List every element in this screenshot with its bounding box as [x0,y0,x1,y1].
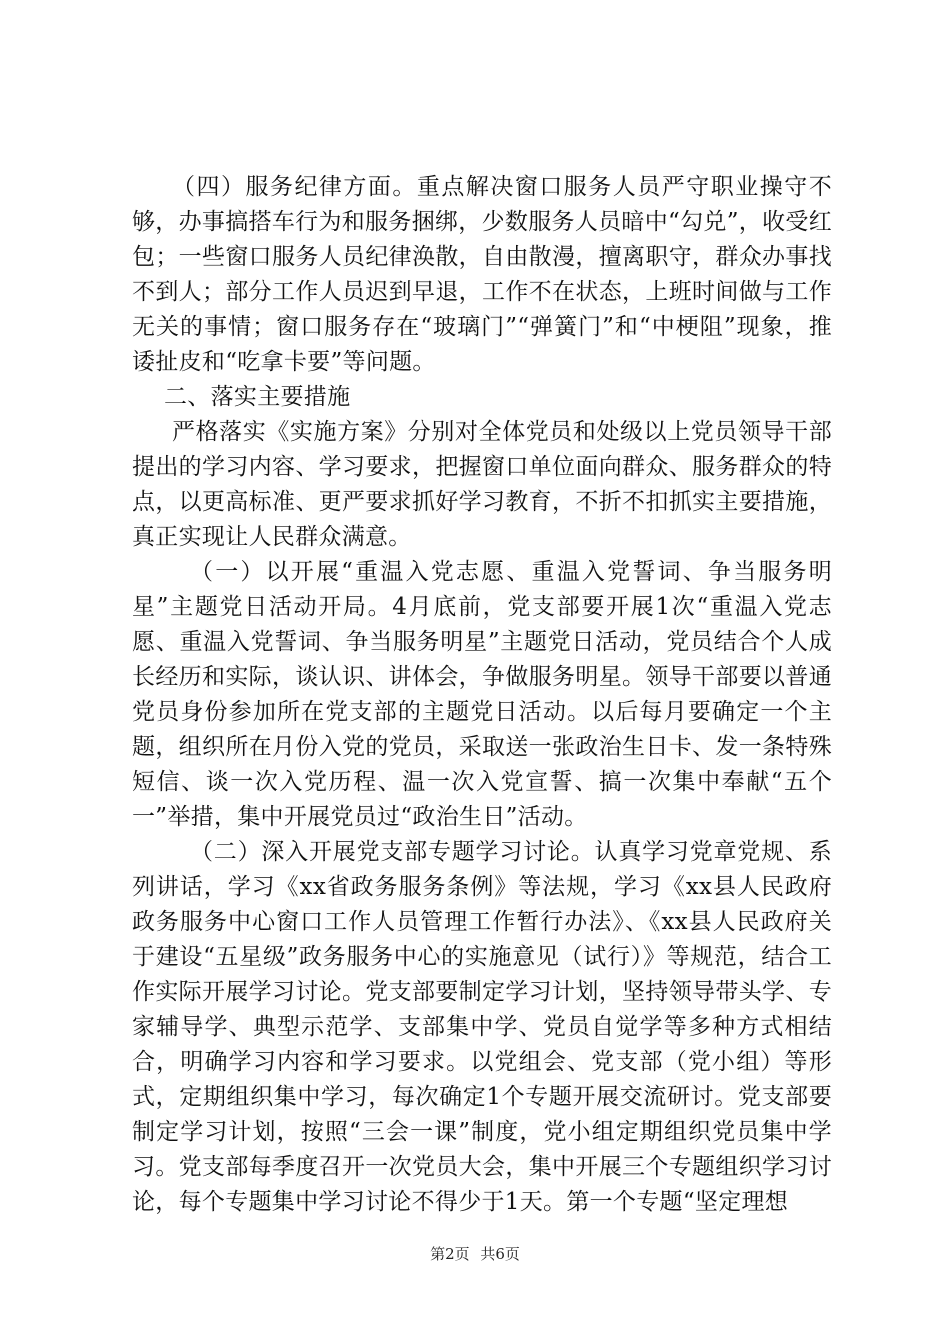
document-body [132,170,832,1220]
paragraph-study-discussion: （二）深入开展党支部专题学习讨论。认真学习党章党规、系列讲话，学习《xx省政务服务条例》等法规，学习《xx县人民政府政务服务中心窗口工作人员管理工作暂行办法》、《xx县人民政府关于建设“五星级”政务服务中心的实施意见（试行）》等规范，结合工作实际开展学习讨论。党支部要制定学习计划，坚持领导带头学、专家辅导学、典型示范学、支部集中学、党员自觉学等多种方式相结合，明确学习内容和学习要求。以党组会、党支部（党小组）等形式，定期组织集中学习，每次确定1个专题开展交流研讨。党支部要制定学习计划，按照“三会一课”制度，党小组定期组织党员集中学习。党支部每季度召开一次党员大会，集中开展三个专题组织学习讨论，每个专题集中学习讨论不得少于1天。第一个专题“坚定理想 [132,839,832,1215]
paragraph-implementation-plan: 严格落实《实施方案》分别对全体党员和处级以上党员领导干部提出的学习内容、学习要求，把握窗口单位面向群众、服务群众的特点，以更高标准、更严要求抓好学习教育，不折不扣抓实主要措施，真正实现让人民群众满意。 [132,419,832,550]
paragraph-party-day-activity: （一）以开展“重温入党志愿、重温入党誓词、争当服务明星”主题党日活动开局。4月底前，党支部要开展1次“重温入党志愿、重温入党誓词、争当服务明星”主题党日活动，党员结合个人成长经历和实际，谈认识、讲体会，争做服务明星。领导干部要以普通党员身份参加所在党支部的主题党日活动。以后每月要确定一个主题，组织所在月份入党的党员，采取送一张政治生日卡、发一条特殊短信、谈一次入党历程、温一次入党宣誓、搞一次集中奉献“五个一”举措，集中开展党员过“政治生日”活动。 [132,559,832,830]
section-heading-measures: 二、落实主要措施 [164,384,351,410]
page-footer [0,1244,950,1264]
page-number: 第2页 [430,1245,470,1263]
page-total: 共6页 [480,1245,520,1263]
paragraph-service-discipline: （四）服务纪律方面。重点解决窗口服务人员严守职业操守不够，办事搞搭车行为和服务捆绑，少数服务人员暗中“勾兑”，收受红包；一些窗口服务人员纪律涣散，自由散漫，擅离职守，群众办事找不到人；部分工作人员迟到早退，工作不在状态，上班时间做与工作无关的事情；窗口服务存在“玻璃门”“弹簧门”和“中梗阻”现象，推诿扯皮和“吃拿卡要”等问题。 [132,174,832,375]
